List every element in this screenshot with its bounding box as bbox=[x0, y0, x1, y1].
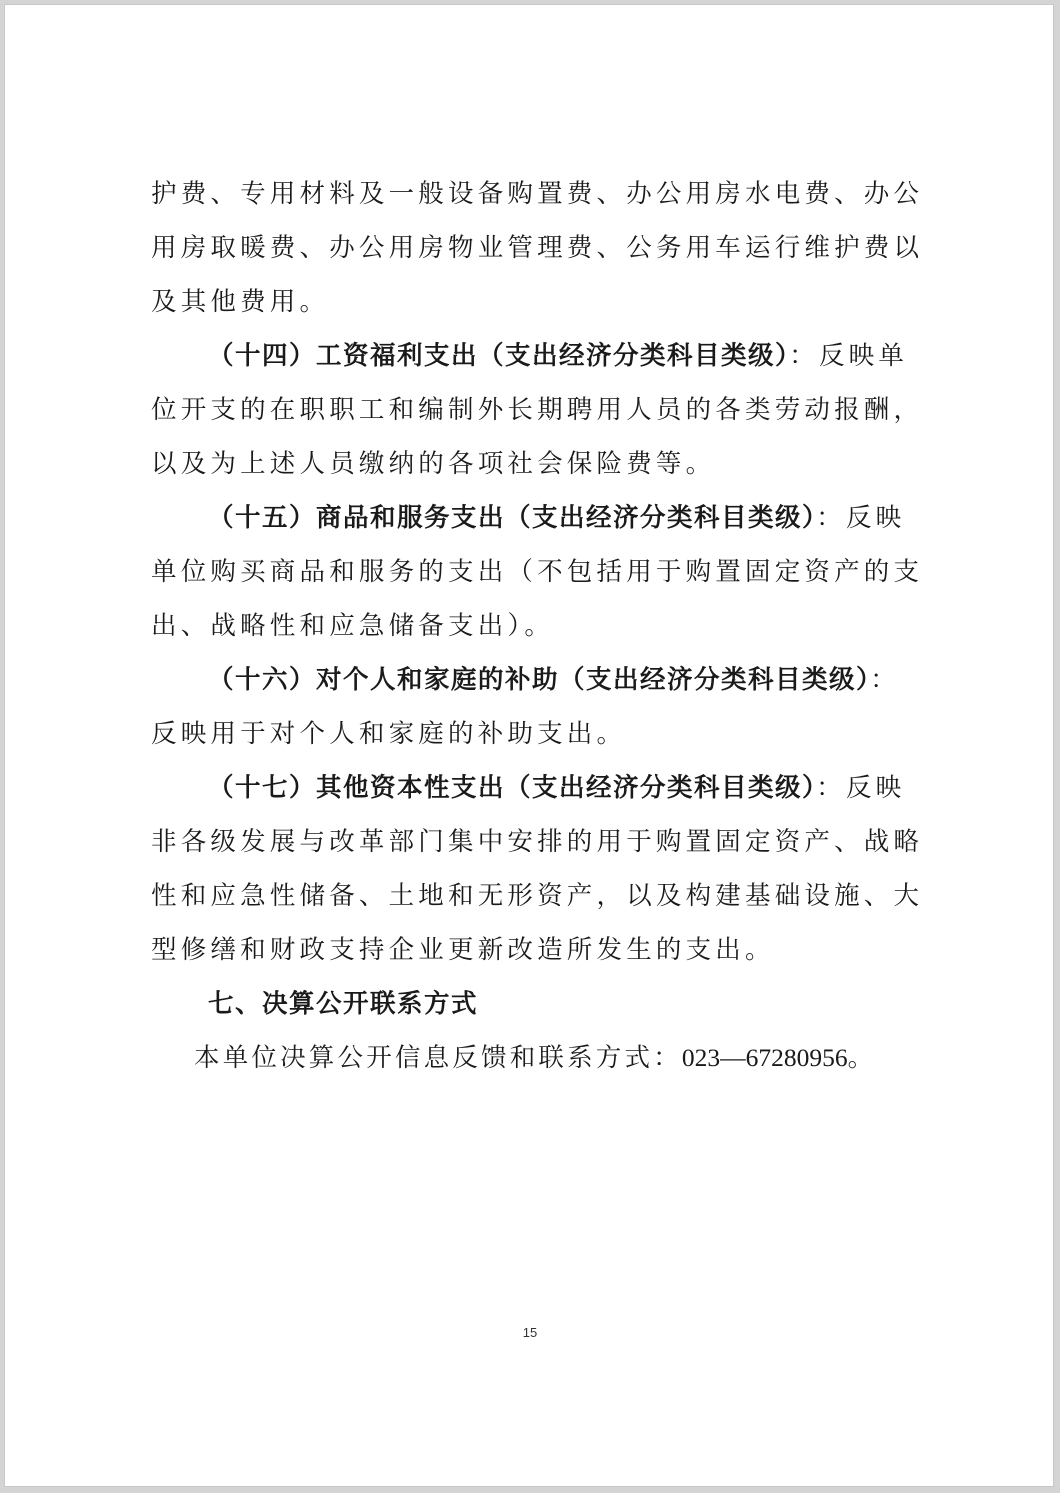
paragraph-text: ：反映用于对个人和家庭的补助支出。 bbox=[151, 665, 900, 749]
paragraph-text: ：反映单位开支的在职职工和编制外长期聘用人员的各类劳动报酬，以及为上述人员缴纳的各项社会保险费等。 bbox=[151, 341, 924, 479]
contact-end: 。 bbox=[847, 1043, 877, 1073]
section-heading bbox=[151, 977, 929, 1031]
paragraph-heading: （十七）其他资本性支出（支出经济分类科目类级） bbox=[208, 773, 817, 803]
paragraph-heading: （十四）工资福利支出（支出经济分类科目类级） bbox=[208, 341, 790, 371]
page-content bbox=[151, 167, 929, 1085]
paragraph-heading: （十六）对个人和家庭的补助（支出经济分类科目类级） bbox=[208, 665, 871, 695]
contact-line bbox=[151, 1031, 929, 1085]
paragraph-household-subsidy bbox=[151, 653, 929, 761]
document-page bbox=[4, 4, 1054, 1487]
contact-phone: 023—67280956 bbox=[681, 1043, 848, 1072]
paragraph-heading: （十五）商品和服务支出（支出经济分类科目类级） bbox=[208, 503, 817, 533]
paragraph-continuation bbox=[151, 167, 929, 329]
paragraph-text: ：反映单位购买商品和服务的支出（不包括用于购置固定资产的支出、战略性和应急储备支出）。 bbox=[151, 503, 924, 641]
paragraph-text: 护费、专用材料及一般设备购置费、办公用房水电费、办公用房取暖费、办公用房物业管理费、公务用车运行维护费以及其他费用。 bbox=[151, 179, 924, 317]
paragraph-wage-welfare bbox=[151, 329, 929, 491]
paragraph-goods-services bbox=[151, 491, 929, 653]
contact-label: 本单位决算公开信息反馈和联系方式： bbox=[194, 1043, 682, 1073]
section-heading-text: 七、决算公开联系方式 bbox=[208, 989, 479, 1019]
page-number: 15 bbox=[522, 1325, 538, 1340]
paragraph-text: ：反映非各级发展与改革部门集中安排的用于购置固定资产、战略性和应急性储备、土地和无形资产，以及构建基础设施、大型修缮和财政支持企业更新改造所发生的支出。 bbox=[151, 773, 924, 965]
paragraph-other-capital bbox=[151, 761, 929, 977]
